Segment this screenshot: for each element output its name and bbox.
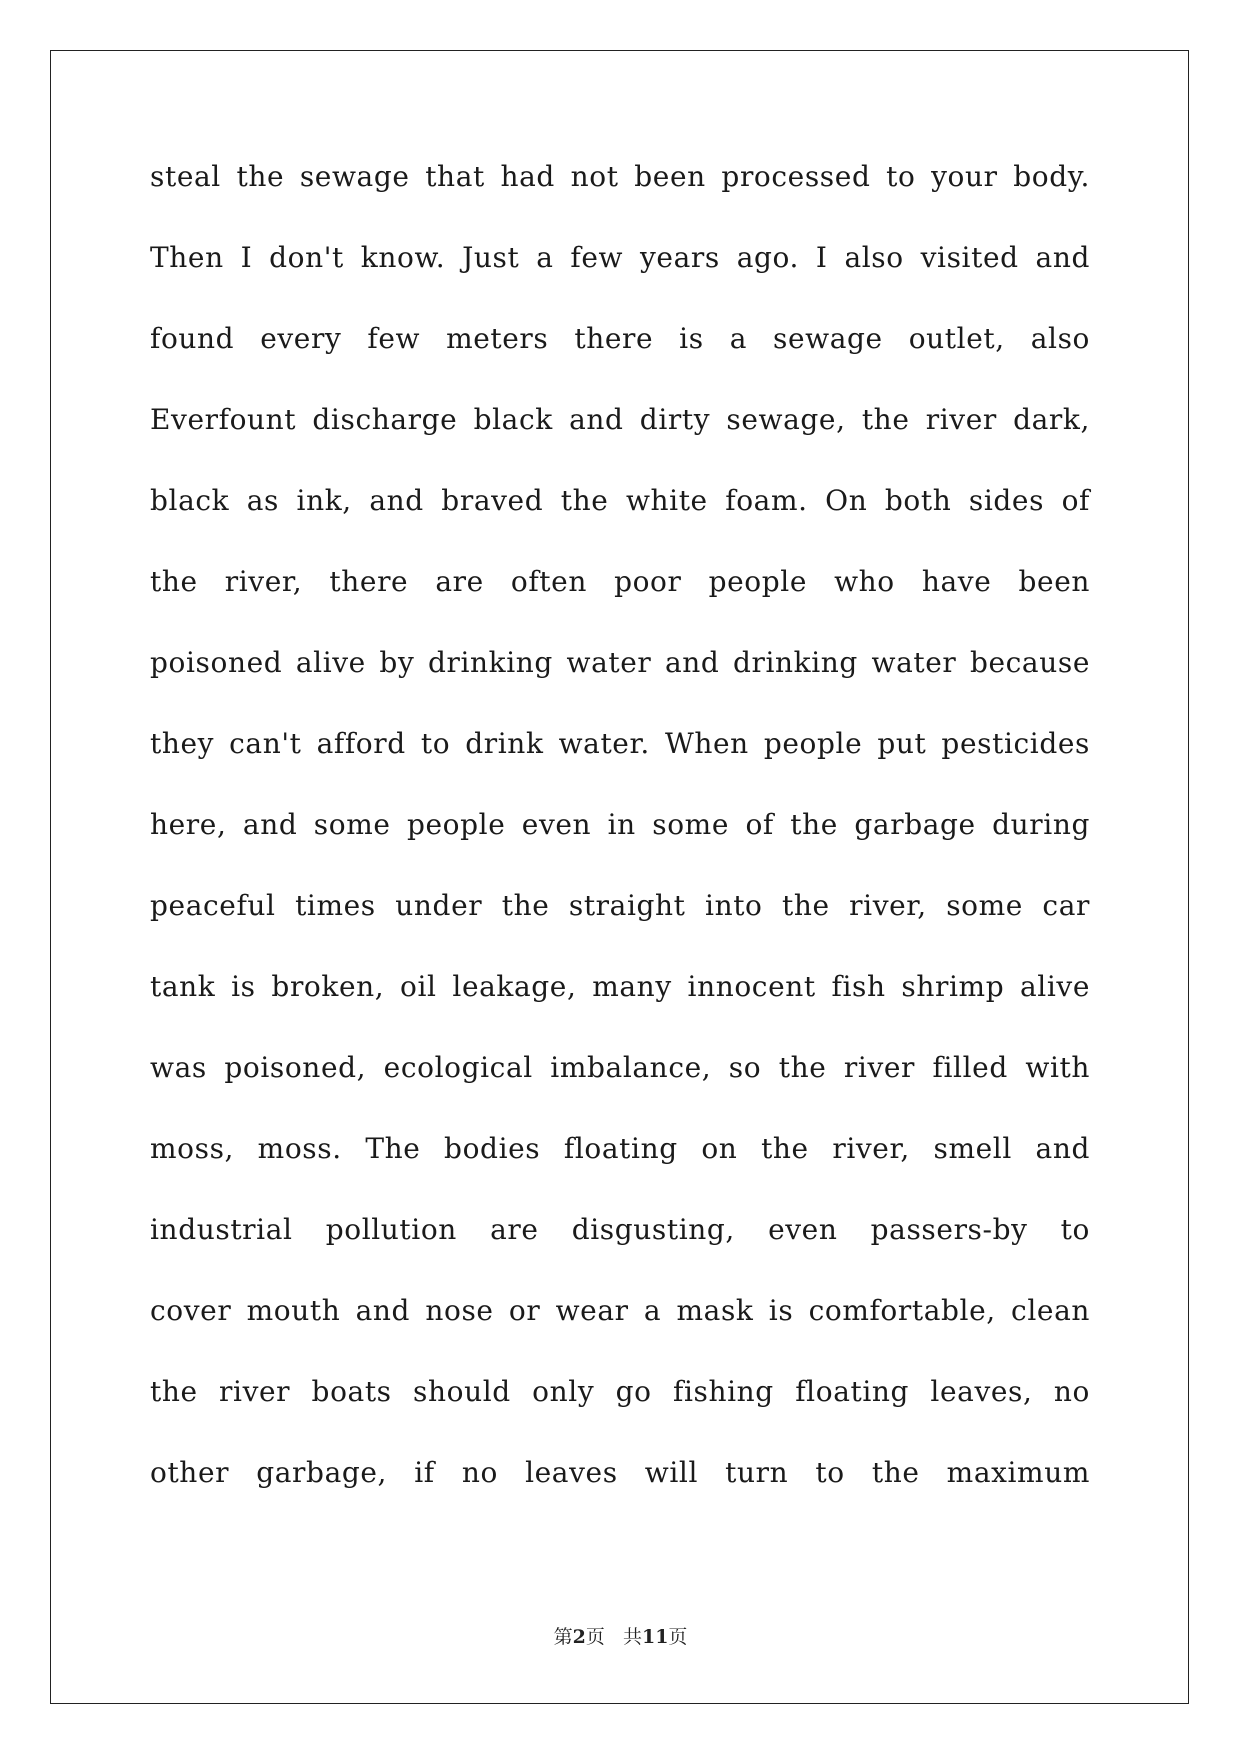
total-prefix: 共	[622, 1626, 642, 1648]
page-prefix: 第	[553, 1626, 573, 1648]
document-body	[150, 160, 1090, 1537]
text-line: industrial pollution are disgusting, even passers-by to	[150, 1213, 1090, 1246]
text-line: was poisoned, ecological imbalance, so the river filled with	[150, 1051, 1090, 1084]
text-line: Everfount discharge black and dirty sewage, the river dark,	[150, 403, 1090, 436]
page-footer	[0, 1622, 1241, 1649]
text-line: moss, moss. The bodies floating on the river, smell and	[150, 1132, 1090, 1165]
text-line: the river boats should only go fishing floating leaves, no	[150, 1375, 1090, 1408]
text-line: they can't afford to drink water. When people put pesticides	[150, 727, 1090, 760]
text-line: poisoned alive by drinking water and drinking water because	[150, 646, 1090, 679]
text-line: here, and some people even in some of the garbage during	[150, 808, 1090, 841]
text-line: peaceful times under the straight into the river, some car	[150, 889, 1090, 922]
text-line: steal the sewage that had not been processed to your body.	[150, 160, 1090, 193]
page-suffix: 页	[585, 1626, 605, 1648]
text-line: the river, there are often poor people who have been	[150, 565, 1090, 598]
text-line: other garbage, if no leaves will turn to the maximum	[150, 1456, 1090, 1489]
text-line: black as ink, and braved the white foam. On both sides of	[150, 484, 1090, 517]
text-line: found every few meters there is a sewage outlet, also	[150, 322, 1090, 355]
text-line: Then I don't know. Just a few years ago. I also visited and	[150, 241, 1090, 274]
total-suffix: 页	[668, 1626, 688, 1648]
text-line: tank is broken, oil leakage, many innocent fish shrimp alive	[150, 970, 1090, 1003]
text-line: cover mouth and nose or wear a mask is comfortable, clean	[150, 1294, 1090, 1327]
total-pages: 11	[641, 1626, 669, 1648]
page-number: 2	[572, 1626, 586, 1648]
